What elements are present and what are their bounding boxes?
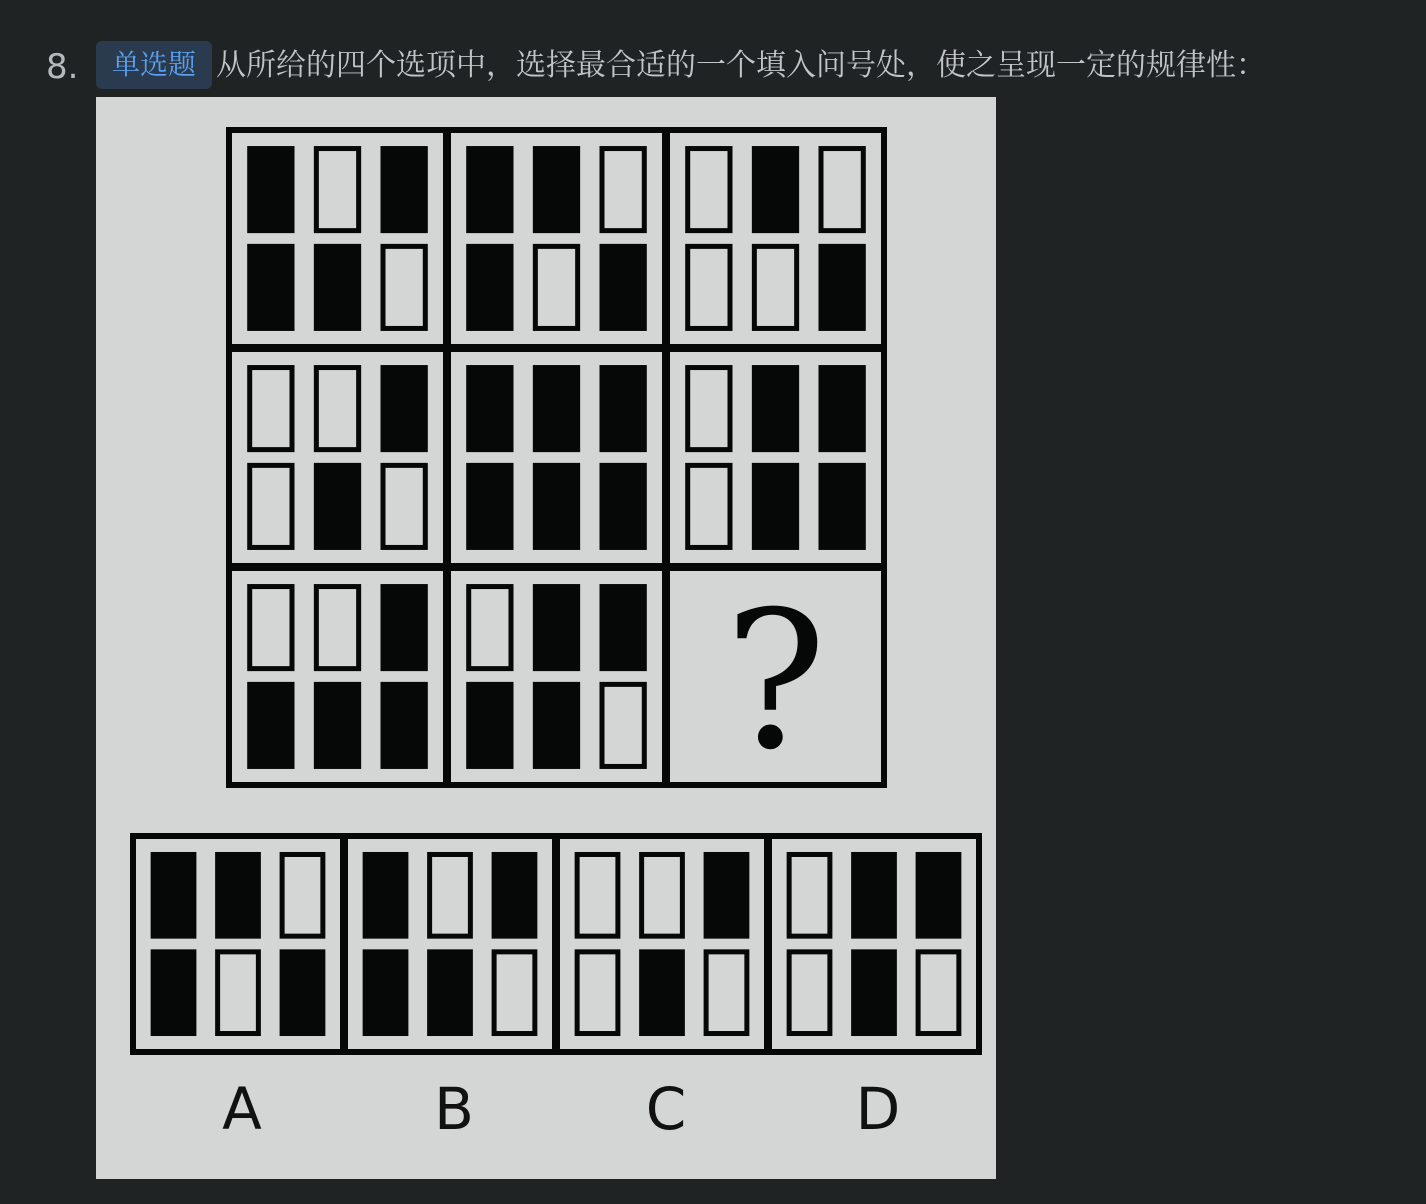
grid-cell-r3-c2 — [449, 569, 664, 784]
cell-r2c1-bar-bottom-1-white — [250, 465, 292, 547]
option-a-bar-top-1-black — [152, 853, 195, 937]
grid-cell-r2-c3 — [668, 350, 883, 565]
grid-cell-r2-c2 — [449, 350, 664, 565]
cell-r2c3-bar-bottom-1-white — [688, 465, 730, 547]
cell-r2c3-bar-top-3-black — [820, 367, 864, 451]
cell-r1c2-bar-bottom-2-white — [535, 246, 577, 328]
cell-r1c3-bar-bottom-1-white — [688, 246, 730, 328]
option-c-bar-top-1-white — [577, 854, 618, 936]
option-a[interactable] — [134, 837, 342, 1143]
option-c-bar-top-2-white — [642, 854, 683, 936]
option-b[interactable] — [346, 837, 554, 1143]
cell-r2c2-bar-bottom-1-black — [468, 464, 512, 548]
option-c[interactable] — [558, 837, 766, 1143]
option-d-bar-top-2-black — [853, 853, 896, 937]
cell-r1c3-bar-bottom-3-black — [820, 245, 864, 329]
cell-r3c2-bar-top-3-black — [601, 586, 645, 670]
option-d-bar-top-1-white — [789, 854, 830, 936]
option-a-bar-bottom-1-black — [152, 951, 195, 1035]
cell-r3c1-bar-top-3-black — [382, 586, 426, 670]
cell-r2c2-bar-top-2-black — [534, 367, 578, 451]
cell-r1c1-bar-top-2-white — [316, 149, 358, 231]
puzzle-grid — [228, 129, 885, 792]
cell-r3c1-bar-bottom-1-black — [249, 683, 293, 767]
option-d-bar-bottom-3-white — [918, 952, 959, 1034]
cell-r2c2-bar-top-3-black — [601, 367, 645, 451]
grid-cell-r1-c1 — [230, 131, 445, 346]
cell-r2c1-bar-top-2-white — [316, 368, 358, 450]
option-c-bar-top-3-black — [705, 853, 748, 937]
grid-cell-r1-c2 — [449, 131, 664, 346]
cell-r2c3-bar-top-1-white — [688, 368, 730, 450]
option-d-bar-bottom-1-white — [789, 952, 830, 1034]
cell-r3c2-bar-bottom-3-white — [602, 684, 644, 766]
cell-r1c3-bar-top-2-black — [753, 148, 797, 232]
cell-r2c3-bar-bottom-2-black — [753, 464, 797, 548]
cell-r3c1-bar-bottom-3-black — [382, 683, 426, 767]
grid-cell-r2-c1 — [230, 350, 445, 565]
cell-r3c2-bar-bottom-2-black — [534, 683, 578, 767]
grid-cell-r3-c3 — [668, 569, 883, 792]
option-b-bar-bottom-2-black — [429, 951, 472, 1035]
option-d[interactable] — [770, 837, 978, 1143]
cell-r1c3-bar-top-3-white — [821, 149, 863, 231]
puzzle-figure — [96, 97, 996, 1179]
question-text: 从所给的四个选项中，选择最合适的一个填入问号处，使之呈现一定的规律性： — [216, 48, 1266, 83]
cell-r2c2-bar-bottom-3-black — [601, 464, 645, 548]
option-a-bar-top-2-black — [217, 853, 260, 937]
option-label-c: C — [645, 1075, 687, 1143]
answer-options — [132, 835, 980, 1143]
cell-r3c2-bar-top-1-white — [469, 587, 511, 669]
option-c-bar-bottom-1-white — [577, 952, 618, 1034]
cell-r2c1-bar-bottom-3-white — [383, 465, 425, 547]
option-label-d: D — [855, 1075, 901, 1143]
cell-r2c1-bar-bottom-2-black — [315, 464, 359, 548]
option-label-b: B — [434, 1075, 474, 1143]
cell-r2c2-bar-top-1-black — [468, 367, 512, 451]
question-type-badge: 单选题 — [96, 41, 212, 89]
puzzle-image — [96, 97, 996, 1179]
option-a-bar-bottom-2-white — [218, 952, 259, 1034]
question-mark-icon: ? — [724, 570, 827, 792]
cell-r1c1-bar-bottom-2-black — [315, 245, 359, 329]
cell-r1c1-bar-bottom-1-black — [249, 245, 293, 329]
option-d-bar-top-3-black — [917, 853, 960, 937]
cell-r1c1-bar-bottom-3-white — [383, 246, 425, 328]
cell-r1c1-bar-top-3-black — [382, 148, 426, 232]
option-c-bar-bottom-3-white — [706, 952, 747, 1034]
option-c-bar-bottom-2-black — [641, 951, 684, 1035]
cell-r1c2-bar-top-1-black — [468, 148, 512, 232]
cell-r1c3-bar-top-1-white — [688, 149, 730, 231]
cell-r3c1-bar-top-1-white — [250, 587, 292, 669]
option-d-bar-bottom-2-black — [853, 951, 896, 1035]
cell-r3c1-bar-top-2-white — [316, 587, 358, 669]
option-b-bar-bottom-3-white — [494, 952, 535, 1034]
cell-r2c3-bar-top-2-black — [753, 367, 797, 451]
option-b-bar-bottom-1-black — [364, 951, 407, 1035]
option-b-bar-top-1-black — [364, 853, 407, 937]
grid-cell-r1-c3 — [668, 131, 883, 346]
option-b-bar-top-2-white — [430, 854, 471, 936]
cell-r3c2-bar-bottom-1-black — [468, 683, 512, 767]
cell-r1c2-bar-top-3-white — [602, 149, 644, 231]
question-number: 8. — [46, 47, 79, 87]
cell-r1c3-bar-bottom-2-white — [754, 246, 796, 328]
cell-r3c1-bar-bottom-2-black — [315, 683, 359, 767]
option-a-bar-bottom-3-black — [281, 951, 324, 1035]
option-label-a: A — [222, 1075, 262, 1143]
cell-r3c2-bar-top-2-black — [534, 586, 578, 670]
cell-r1c2-bar-bottom-1-black — [468, 245, 512, 329]
cell-r2c3-bar-bottom-3-black — [820, 464, 864, 548]
option-b-bar-top-3-black — [493, 853, 536, 937]
cell-r1c2-bar-bottom-3-black — [601, 245, 645, 329]
option-a-bar-top-3-white — [282, 854, 323, 936]
cell-r1c2-bar-top-2-black — [534, 148, 578, 232]
cell-r2c1-bar-top-3-black — [382, 367, 426, 451]
cell-r1c1-bar-top-1-black — [249, 148, 293, 232]
cell-r2c2-bar-bottom-2-black — [534, 464, 578, 548]
grid-cell-r3-c1 — [230, 569, 445, 784]
cell-r2c1-bar-top-1-white — [250, 368, 292, 450]
